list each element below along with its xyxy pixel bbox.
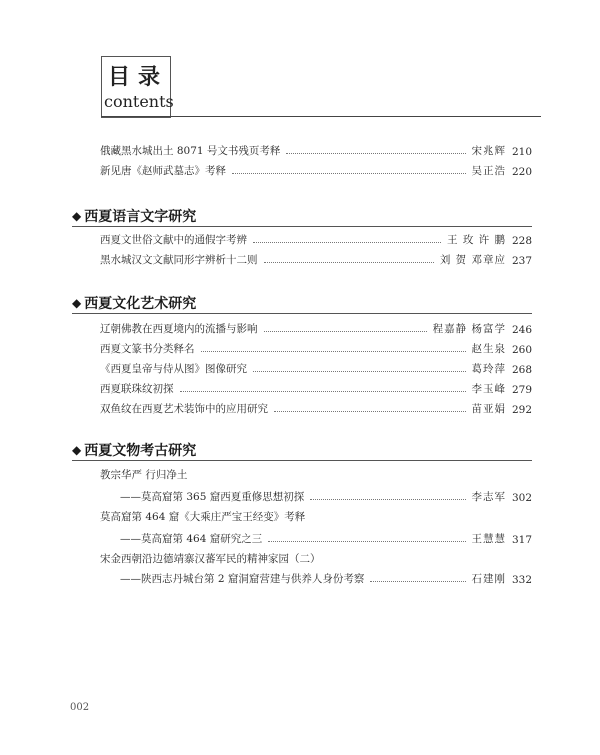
entry-author: 刘 贺 邓章应 (439, 254, 506, 266)
entry-page: 260 (511, 344, 532, 356)
leader-dots (253, 371, 466, 372)
leader-dots (286, 153, 465, 154)
toc-entry[interactable] (120, 530, 532, 546)
header-rule (101, 116, 541, 117)
entry-page: 220 (511, 166, 532, 178)
leader-dots (268, 541, 465, 542)
leader-dots (274, 411, 466, 412)
toc-entry[interactable] (100, 360, 532, 376)
entry-author: 宋兆辉 (471, 145, 506, 157)
entry-page: 210 (511, 146, 532, 158)
entry-title: 双鱼纹在西夏艺术装饰中的应用研究 (100, 403, 268, 415)
diamond-icon: ◆ (72, 296, 82, 310)
section-rule (72, 460, 532, 461)
entry-page: 268 (511, 364, 532, 376)
section-heading-label: 西夏文物考古研究 (84, 443, 197, 459)
entry-author: 程嘉静 杨富学 (432, 323, 506, 335)
entry-subtitle: ——莫高窟第 365 窟西夏重修思想初探 (120, 491, 305, 503)
entry-page: 292 (511, 404, 532, 416)
page-title: 目录 (108, 64, 169, 90)
entry-title: 《西夏皇帝与侍从图》图像研究 (100, 363, 247, 375)
entry-author: 石建刚 (471, 573, 506, 585)
entry-subtitle: ——莫高窟第 464 窟研究之三 (120, 533, 263, 545)
diamond-icon: ◆ (72, 443, 82, 457)
entry-author: 王慧慧 (471, 533, 506, 545)
leader-dots (180, 391, 466, 392)
section-rule (72, 313, 532, 314)
entry-page: 317 (511, 534, 532, 546)
entry-title: 西夏联珠纹初探 (100, 383, 174, 395)
toc-entry-title-line[interactable]: 莫高窟第 464 窟《大乘庄严宝王经变》考释 (100, 511, 306, 523)
entry-page: 332 (511, 574, 532, 586)
entry-author: 王 玫 许 鹏 (446, 234, 506, 246)
toc-entry[interactable] (100, 251, 532, 267)
leader-dots (232, 173, 466, 174)
toc-entry[interactable] (100, 320, 532, 336)
entry-page: 237 (511, 255, 532, 267)
section-heading-label: 西夏文化艺术研究 (84, 296, 197, 312)
leader-dots (253, 242, 441, 243)
entry-subtitle: ——陕西志丹城台第 2 窟洞窟营建与供养人身份考察 (120, 573, 365, 585)
entry-author: 李志军 (471, 491, 506, 503)
toc-entry[interactable] (120, 488, 532, 504)
leader-dots (264, 331, 427, 332)
toc-entry[interactable] (100, 142, 532, 158)
toc-entry[interactable] (100, 162, 532, 178)
entry-author: 赵生泉 (471, 343, 506, 355)
entry-title: 新见唐《赵师武墓志》考释 (100, 165, 226, 177)
entry-author: 吴正浩 (471, 165, 506, 177)
entry-title: 辽朝佛教在西夏境内的流播与影响 (100, 323, 258, 335)
toc-entry-title-line[interactable]: 宋金西朝沿边德靖寨汉蕃军民的精神家园（二） (100, 553, 321, 565)
leader-dots (310, 499, 465, 500)
leader-dots (264, 262, 434, 263)
section-heading-culture-art (72, 293, 196, 313)
section-heading-label: 西夏语言文字研究 (84, 209, 197, 225)
entry-title: 俄藏黑水城出土 8071 号文书残页考释 (100, 145, 281, 157)
page-number: 002 (70, 702, 90, 713)
entry-title: 西夏文世俗文献中的通假字考辨 (100, 234, 247, 246)
toc-entry-title-line[interactable]: 教宗华严 行归净土 (100, 469, 188, 481)
entry-page: 302 (511, 492, 532, 504)
toc-entry[interactable] (100, 231, 532, 247)
entry-page: 279 (511, 384, 532, 396)
toc-entry[interactable] (100, 340, 532, 356)
page-subtitle: contents (104, 92, 174, 111)
entry-page: 246 (511, 324, 532, 336)
entry-title: 黑水城汉文文献同形字辨析十二则 (100, 254, 258, 266)
entry-author: 葛玲萍 (471, 363, 506, 375)
leader-dots (370, 581, 465, 582)
toc-entry[interactable] (100, 380, 532, 396)
section-heading-archaeology (72, 440, 196, 460)
diamond-icon: ◆ (72, 209, 82, 223)
entry-page: 228 (511, 235, 532, 247)
leader-dots (201, 351, 466, 352)
entry-title: 西夏文篆书分类释名 (100, 343, 195, 355)
section-rule (72, 226, 532, 227)
entry-author: 李玉峰 (471, 383, 506, 395)
toc-entry[interactable] (100, 400, 532, 416)
entry-author: 苗亚娟 (471, 403, 506, 415)
toc-entry[interactable] (120, 570, 532, 586)
section-heading-language (72, 206, 196, 226)
